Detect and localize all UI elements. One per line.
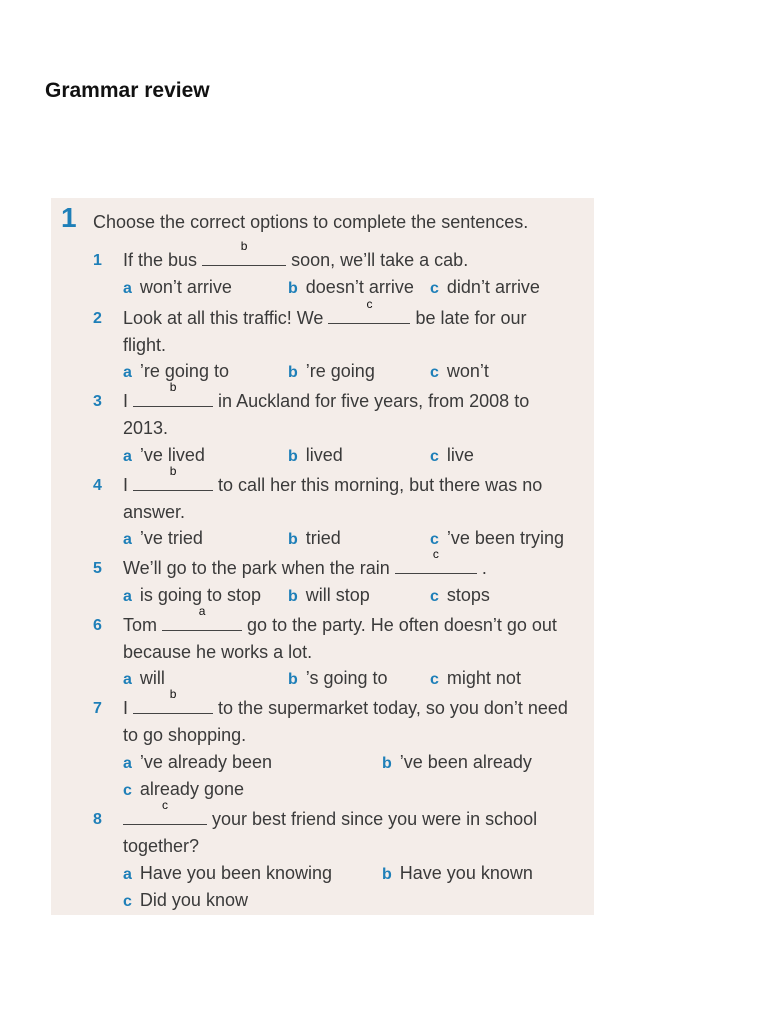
- question-text: I: [123, 475, 129, 495]
- question-text: to go shopping.: [123, 725, 247, 745]
- exercise-number: 1: [61, 202, 77, 233]
- option-letter: a: [123, 671, 132, 688]
- question-line: [123, 798, 538, 830]
- option-letter: a: [123, 755, 132, 772]
- option-a: [123, 863, 332, 884]
- exercise-instruction: Choose the correct options to complete the sentences.: [93, 212, 529, 232]
- option-text: is going to stop: [139, 585, 261, 605]
- question-line: [123, 380, 530, 412]
- option-text: ’s going to: [305, 668, 388, 688]
- question-text: Tom: [123, 615, 158, 635]
- question-text: to the supermarket today, so you don’t need: [218, 698, 568, 718]
- question-line: [123, 836, 199, 857]
- written-answer: b: [169, 687, 177, 701]
- option-text: stops: [446, 585, 490, 605]
- option-c: [430, 668, 521, 689]
- option-c: [430, 585, 490, 606]
- option-letter: b: [288, 280, 298, 297]
- question-line: [123, 687, 568, 719]
- question-text: your best friend since you were in school: [212, 809, 538, 829]
- question-text: .: [481, 558, 487, 578]
- written-answer: c: [366, 297, 373, 311]
- question-number: 5: [93, 560, 102, 577]
- question-text: be late for our: [415, 308, 527, 328]
- question-line: [123, 335, 166, 356]
- question-line: [123, 418, 168, 439]
- answer-blank[interactable]: [133, 687, 213, 714]
- answer-blank[interactable]: [328, 297, 410, 324]
- written-answer: b: [169, 464, 177, 478]
- option-letter: b: [288, 531, 298, 548]
- option-text: ’ve been trying: [446, 528, 564, 548]
- page-title: Grammar review: [45, 79, 210, 102]
- question-text: soon, we’ll take a cab.: [291, 250, 469, 270]
- option-b: [288, 668, 388, 689]
- question-text: together?: [123, 836, 200, 856]
- option-b: [288, 528, 341, 549]
- option-b: [288, 445, 343, 466]
- option-text: will: [139, 668, 165, 688]
- option-c: [123, 779, 244, 800]
- question-number: 2: [93, 310, 102, 327]
- option-letter: c: [430, 280, 439, 297]
- option-a: [123, 668, 165, 689]
- option-text: might not: [446, 668, 521, 688]
- option-letter: c: [430, 448, 439, 465]
- option-text: ’re going to: [139, 361, 229, 381]
- question-text: We’ll go to the park when the rain: [123, 558, 390, 578]
- option-letter: c: [430, 671, 439, 688]
- option-text: ’ve lived: [139, 445, 205, 465]
- option-a: [123, 361, 229, 382]
- option-text: ’ve been already: [399, 752, 532, 772]
- option-letter: c: [430, 588, 439, 605]
- question-text: If the bus: [123, 250, 198, 270]
- option-c: [430, 528, 564, 549]
- question-number: 7: [93, 700, 102, 717]
- question-text: I: [123, 698, 129, 718]
- option-a: [123, 528, 203, 549]
- answer-blank[interactable]: [123, 798, 207, 825]
- option-letter: b: [288, 671, 298, 688]
- question-number: 4: [93, 477, 102, 494]
- option-a: [123, 585, 261, 606]
- option-text: ’ve already been: [139, 752, 272, 772]
- option-letter: c: [430, 531, 439, 548]
- option-text: live: [446, 445, 474, 465]
- question-number: 6: [93, 617, 102, 634]
- option-c: [123, 890, 248, 911]
- option-a: [123, 752, 272, 773]
- question-text: 2013.: [123, 418, 169, 438]
- option-letter: c: [430, 364, 439, 381]
- option-a: [123, 445, 205, 466]
- option-b: [288, 277, 414, 298]
- option-text: won’t arrive: [139, 277, 232, 297]
- written-answer: b: [169, 380, 177, 394]
- option-letter: c: [123, 893, 132, 910]
- answer-blank[interactable]: [395, 547, 477, 574]
- option-a: [123, 277, 232, 298]
- written-answer: b: [240, 239, 248, 253]
- exercise-box: [51, 198, 594, 915]
- option-b: [288, 585, 370, 606]
- question-number: 1: [93, 252, 102, 269]
- answer-blank[interactable]: [202, 239, 286, 266]
- question-text: Look at all this traffic! We: [123, 308, 324, 328]
- option-b: [288, 361, 375, 382]
- question-line: [123, 464, 543, 496]
- written-answer: c: [162, 798, 168, 812]
- option-text: already gone: [139, 779, 244, 799]
- option-letter: b: [382, 755, 392, 772]
- question-line: [123, 297, 527, 329]
- question-text: to call her this morning, but there was no: [218, 475, 543, 495]
- option-letter: a: [123, 588, 132, 605]
- answer-blank[interactable]: [133, 464, 213, 491]
- question-line: [123, 604, 557, 636]
- question-text: I: [123, 391, 129, 411]
- option-letter: a: [123, 866, 132, 883]
- question-line: [123, 642, 312, 663]
- option-text: lived: [305, 445, 343, 465]
- option-text: Have you been knowing: [139, 863, 333, 883]
- option-text: Did you know: [139, 890, 248, 910]
- option-c: [430, 277, 540, 298]
- option-text: ’re going: [305, 361, 375, 381]
- option-letter: c: [123, 782, 132, 799]
- question-text: go to the party. He often doesn’t go out: [247, 615, 557, 635]
- answer-blank[interactable]: [133, 380, 213, 407]
- option-text: didn’t arrive: [446, 277, 540, 297]
- option-letter: a: [123, 531, 132, 548]
- question-number: 8: [93, 811, 102, 828]
- option-c: [430, 361, 489, 382]
- option-letter: b: [288, 364, 298, 381]
- option-b: [382, 863, 533, 884]
- question-text: flight.: [123, 335, 167, 355]
- question-text: answer.: [123, 502, 186, 522]
- option-text: will stop: [305, 585, 370, 605]
- option-c: [430, 445, 474, 466]
- question-text: in Auckland for five years, from 2008 to: [218, 391, 530, 411]
- option-b: [382, 752, 532, 773]
- option-letter: b: [288, 588, 298, 605]
- option-text: Have you known: [399, 863, 533, 883]
- question-line: [123, 547, 487, 579]
- written-answer: c: [432, 547, 439, 561]
- option-letter: b: [382, 866, 392, 883]
- option-letter: a: [123, 364, 132, 381]
- option-letter: a: [123, 448, 132, 465]
- option-text: won’t: [446, 361, 489, 381]
- option-text: ’ve tried: [139, 528, 203, 548]
- question-text: because he works a lot.: [123, 642, 313, 662]
- written-answer: a: [198, 604, 206, 618]
- answer-blank[interactable]: [162, 604, 242, 631]
- question-line: [123, 725, 246, 746]
- question-number: 3: [93, 393, 102, 410]
- option-letter: a: [123, 280, 132, 297]
- option-text: doesn’t arrive: [305, 277, 414, 297]
- option-letter: b: [288, 448, 298, 465]
- option-text: tried: [305, 528, 341, 548]
- question-line: [123, 502, 185, 523]
- question-line: [123, 239, 469, 271]
